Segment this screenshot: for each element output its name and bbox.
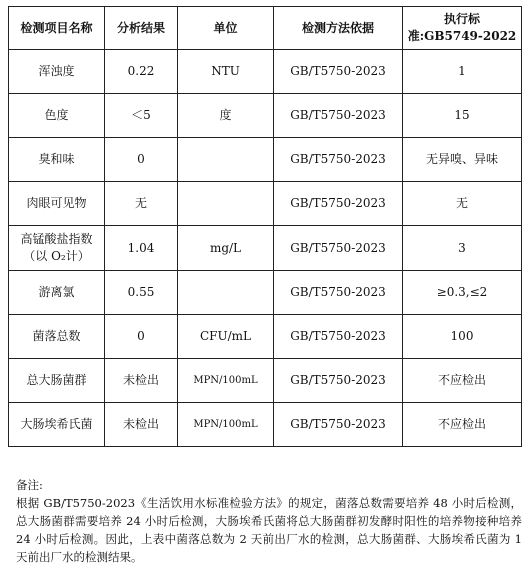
table-row bbox=[9, 138, 522, 182]
table-row bbox=[9, 403, 522, 447]
header-method: 检测方法依据 bbox=[274, 7, 403, 50]
water-quality-table bbox=[8, 6, 522, 447]
cell-item: 臭和味 bbox=[9, 138, 105, 182]
cell-item: 总大肠菌群 bbox=[9, 359, 105, 403]
header-standard-line2: 准:GB5749-2022 bbox=[407, 29, 517, 43]
cell-method: GB/T5750-2023 bbox=[274, 271, 403, 315]
cell-method: GB/T5750-2023 bbox=[274, 359, 403, 403]
cell-method: GB/T5750-2023 bbox=[274, 315, 403, 359]
cell-method: GB/T5750-2023 bbox=[274, 94, 403, 138]
table-row bbox=[9, 50, 522, 94]
cell-result: 未检出 bbox=[105, 359, 178, 403]
cell-result: 无 bbox=[105, 182, 178, 226]
cell-unit: MPN/100mL bbox=[178, 403, 274, 447]
cell-method: GB/T5750-2023 bbox=[274, 403, 403, 447]
table-row bbox=[9, 315, 522, 359]
cell-result: 1.04 bbox=[105, 226, 178, 271]
cell-unit: NTU bbox=[178, 50, 274, 94]
header-result: 分析结果 bbox=[105, 7, 178, 50]
cell-result: 0.22 bbox=[105, 50, 178, 94]
remarks bbox=[16, 476, 522, 566]
cell-item: 菌落总数 bbox=[9, 315, 105, 359]
cell-standard: 无异嗅、异味 bbox=[403, 138, 522, 182]
cell-unit: mg/L bbox=[178, 226, 274, 271]
cell-standard: 15 bbox=[403, 94, 522, 138]
header-unit: 单位 bbox=[178, 7, 274, 50]
cell-item: 肉眼可见物 bbox=[9, 182, 105, 226]
cell-item bbox=[9, 226, 105, 271]
cell-unit: 度 bbox=[178, 94, 274, 138]
cell-unit: MPN/100mL bbox=[178, 359, 274, 403]
cell-result: 未检出 bbox=[105, 403, 178, 447]
header-standard bbox=[403, 7, 522, 50]
cell-item: 游离氯 bbox=[9, 271, 105, 315]
cell-item-line1: 高锰酸盐指数 bbox=[20, 232, 93, 246]
table-row bbox=[9, 94, 522, 138]
cell-method: GB/T5750-2023 bbox=[274, 182, 403, 226]
cell-method: GB/T5750-2023 bbox=[274, 50, 403, 94]
cell-standard: 1 bbox=[403, 50, 522, 94]
cell-unit bbox=[178, 182, 274, 226]
cell-standard: 3 bbox=[403, 226, 522, 271]
header-item: 检测项目名称 bbox=[9, 7, 105, 50]
cell-method: GB/T5750-2023 bbox=[274, 226, 403, 271]
cell-item: 大肠埃希氏菌 bbox=[9, 403, 105, 447]
cell-method: GB/T5750-2023 bbox=[274, 138, 403, 182]
cell-item-line2: （以 O₂计） bbox=[23, 249, 90, 263]
table-row bbox=[9, 271, 522, 315]
cell-unit bbox=[178, 271, 274, 315]
cell-result: 0 bbox=[105, 315, 178, 359]
cell-item: 色度 bbox=[9, 94, 105, 138]
cell-result: 0.55 bbox=[105, 271, 178, 315]
remarks-label: 备注: bbox=[16, 478, 43, 492]
cell-result: ＜5 bbox=[105, 94, 178, 138]
table-header-row bbox=[9, 7, 522, 50]
table-row bbox=[9, 182, 522, 226]
cell-result: 0 bbox=[105, 138, 178, 182]
cell-standard: 不应检出 bbox=[403, 359, 522, 403]
cell-standard: ≥0.3,≤2 bbox=[403, 271, 522, 315]
cell-unit: CFU/mL bbox=[178, 315, 274, 359]
cell-item: 浑浊度 bbox=[9, 50, 105, 94]
cell-unit bbox=[178, 138, 274, 182]
table-row bbox=[9, 226, 522, 271]
header-standard-line1: 执行标 bbox=[443, 12, 480, 26]
cell-standard: 无 bbox=[403, 182, 522, 226]
table-row bbox=[9, 359, 522, 403]
remarks-text: 根据 GB/T5750-2023《生活饮用水标准检验方法》的规定，菌落总数需要培养 48 小时后检测，总大肠菌群需要培养 24 小时后检测，大肠埃希氏菌将总大肠菌群初发酵时阳性的培养物接种培养 24 小时后检测。因此，上表中菌落总数为 2 天前出厂水的检测，总大肠菌群、大肠埃希氏菌为 1 天前出厂水的检测结果。 bbox=[16, 496, 522, 564]
cell-standard: 100 bbox=[403, 315, 522, 359]
cell-standard: 不应检出 bbox=[403, 403, 522, 447]
